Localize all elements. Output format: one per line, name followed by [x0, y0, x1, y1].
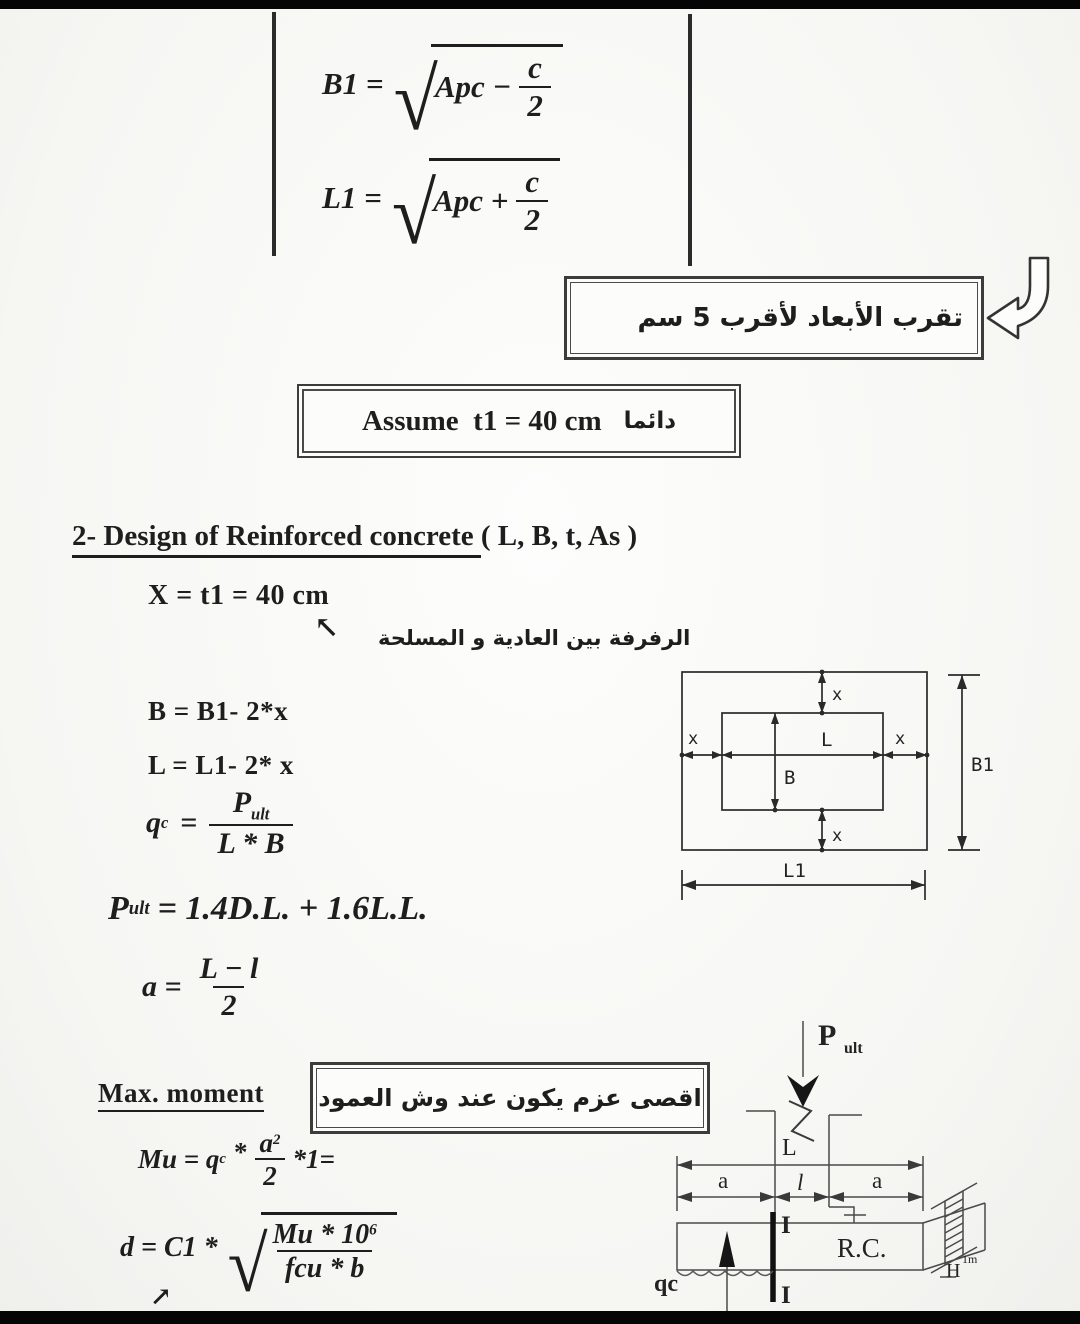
- elev-section-bottom-label: I: [781, 1282, 791, 1309]
- sqrt-radical: [391, 158, 560, 263]
- section-heading-tail: ( L, B, t, As ): [480, 520, 638, 552]
- qc-den: L * B: [209, 824, 292, 861]
- elev-h-label: H: [946, 1260, 961, 1282]
- plan-inner-rect: [722, 713, 883, 810]
- formula-l1: [322, 158, 560, 263]
- d-den: fcu * b: [277, 1250, 372, 1284]
- fraction: [192, 952, 267, 1022]
- equation-d: [120, 1212, 397, 1309]
- right-rule-line: [688, 14, 692, 266]
- up-right-arrow-icon: ↗: [150, 1282, 172, 1311]
- up-left-arrow-icon: ↖: [314, 611, 340, 644]
- equals-sign: =: [180, 806, 198, 840]
- a-lhs: a =: [142, 970, 182, 1004]
- formula-b1-radicand: Apc −: [434, 69, 512, 105]
- fraction: [252, 1128, 289, 1191]
- max-moment-label-text: Max. moment: [98, 1078, 264, 1112]
- a-den: 2: [213, 986, 244, 1023]
- fraction: [265, 1219, 385, 1285]
- mu-den: 2: [255, 1158, 285, 1191]
- fraction-denominator: 2: [519, 86, 551, 124]
- elev-l-label: L: [782, 1135, 797, 1161]
- fraction: [209, 786, 292, 860]
- fraction: [516, 165, 548, 237]
- equation-b: B = B1- 2*x: [148, 696, 289, 726]
- elev-p-sub-label: ult: [844, 1040, 863, 1057]
- equation-x-assume: X = t1 = 40 cm: [148, 580, 330, 611]
- d-pre: d = C1 *: [120, 1232, 218, 1264]
- scan-top-strip: [0, 0, 1080, 9]
- qc-num: P: [232, 786, 252, 819]
- overhang-annotation-ar: الرفرفة بين العادية و المسلحة: [378, 626, 691, 650]
- assume-text-en: Assume t1 = 40 cm: [361, 404, 602, 437]
- formula-b1: [322, 44, 563, 149]
- max-moment-note-text: اقصى عزم يكون عند وش العمود: [318, 1084, 702, 1112]
- elev-section-top-label: I: [781, 1212, 791, 1239]
- equation-l: L = L1- 2* x: [148, 750, 294, 780]
- qc-lhs-sub: c: [161, 813, 169, 833]
- elev-rc-label: R.C.: [837, 1233, 887, 1263]
- radical-sign: √: [393, 52, 438, 149]
- radical-sign: √: [391, 166, 437, 263]
- scan-bottom-strip: [0, 1311, 1080, 1324]
- formula-l1-lhs: L1 =: [322, 179, 382, 215]
- fraction: [519, 51, 551, 123]
- mu-star: *: [234, 1137, 248, 1168]
- elev-h-sup-label: 1m: [962, 1252, 978, 1266]
- elev-p-label: P: [818, 1019, 837, 1052]
- fraction-denominator: 2: [516, 200, 548, 238]
- curved-callout-arrow-icon: [982, 254, 1074, 350]
- a-num: L − l: [199, 952, 259, 985]
- round-dimensions-note-text: تقرب الأبعاد لأقرب 5 سم: [637, 303, 963, 333]
- equation-pult: [108, 890, 428, 928]
- plan-diagram: [668, 658, 1068, 908]
- plan-l1-label: L1: [783, 860, 806, 882]
- d-num: Mu * 10: [272, 1219, 370, 1250]
- plan-x-right-label: x: [895, 729, 906, 749]
- note-box-round-dimensions: [564, 276, 984, 360]
- mu-post: *1=: [292, 1144, 335, 1175]
- sqrt-radical: [227, 1212, 397, 1309]
- mu-num-sup: 2: [273, 1131, 281, 1148]
- pult-lhs: P: [108, 890, 129, 927]
- formula-l1-radicand: Apc +: [433, 183, 509, 219]
- d-num-sup: 6: [369, 1221, 377, 1239]
- elev-a-left-label: a: [718, 1168, 729, 1193]
- equation-mu: [138, 1128, 335, 1191]
- plan-b1-label: B1: [971, 754, 994, 776]
- formula-b1-lhs: B1 =: [322, 65, 384, 101]
- plan-outer-rect: [682, 672, 927, 850]
- elev-l-small-label: l: [797, 1170, 804, 1195]
- fraction-numerator: c: [525, 164, 540, 199]
- plan-b-label: B: [784, 767, 796, 789]
- section-heading: [72, 520, 637, 553]
- max-moment-label: [98, 1078, 264, 1109]
- equation-a: [142, 952, 266, 1022]
- section-heading-underlined: 2- Design of Reinforced concrete: [72, 520, 481, 558]
- mu-num: a: [259, 1128, 274, 1158]
- assume-text-ar: دائما: [623, 408, 677, 434]
- plan-x-bottom-label: x: [832, 826, 843, 846]
- qc-num-sub: ult: [251, 804, 270, 824]
- plan-l-label: L: [821, 729, 833, 751]
- elev-a-right-label: a: [872, 1168, 883, 1193]
- radical-sign: √: [227, 1220, 268, 1309]
- soil-pressure-arrowhead: [719, 1231, 735, 1267]
- plan-x-left-label: x: [688, 729, 699, 749]
- left-rule-line: [272, 12, 276, 256]
- pult-lhs-sub: ult: [128, 898, 150, 919]
- mu-pre-sub: c: [219, 1151, 227, 1168]
- sqrt-radical: [393, 44, 563, 149]
- qc-lhs: q: [146, 806, 161, 840]
- elev-qc-label: qc: [654, 1271, 678, 1297]
- equation-qc: [146, 786, 293, 860]
- pult-rhs: = 1.4D.L. + 1.6L.L.: [157, 890, 428, 927]
- elevation-diagram: [622, 1015, 1080, 1311]
- mu-pre: Mu = q: [138, 1144, 220, 1175]
- plan-x-top-label: x: [832, 685, 843, 705]
- fraction-numerator: c: [528, 50, 542, 85]
- note-box-assume: [297, 384, 741, 458]
